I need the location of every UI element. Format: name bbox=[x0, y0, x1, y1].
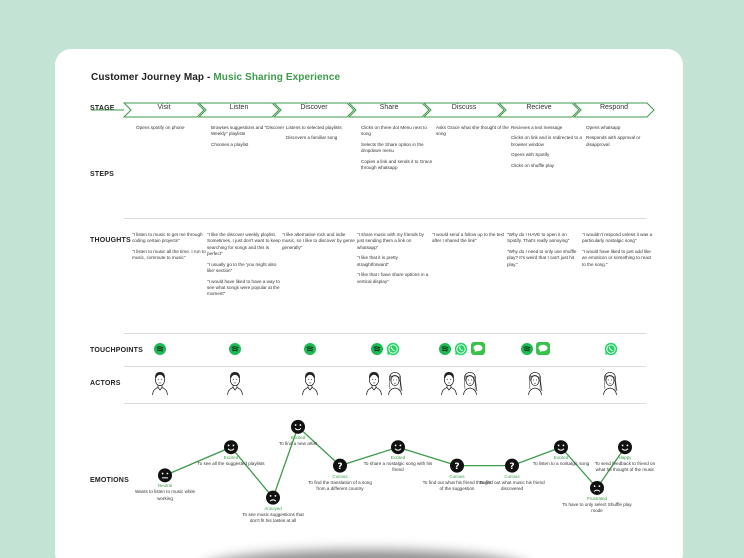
emotion-label: Excited bbox=[553, 455, 569, 461]
emotion-label: Excited bbox=[223, 455, 239, 461]
emotion-label: Excited bbox=[290, 434, 306, 440]
emotion-label: Neutral bbox=[157, 483, 173, 489]
row-label-stage: STAGE bbox=[90, 105, 115, 112]
svg-text:?: ? bbox=[337, 461, 343, 472]
thought-text: "I like that it is pretty straightforward" bbox=[357, 255, 398, 267]
emotion-description: To find a new artist bbox=[278, 440, 318, 446]
confused-face-icon bbox=[333, 459, 347, 473]
confused-face-icon bbox=[505, 459, 519, 473]
step-text: Clicks on shuffle play bbox=[511, 162, 555, 168]
emotion-description: To find out what music his friend discovered bbox=[479, 479, 545, 491]
thought-text: "I would have liked to have a way to see what songs were popular at the moment" bbox=[207, 278, 280, 297]
thought-text: "I listen to music to get me through coding certain projects" bbox=[132, 232, 203, 244]
step-text: Responds with approval or disapproval bbox=[586, 135, 641, 147]
thought-text: "I listen to music all the time. I run to music, commute to music" bbox=[132, 248, 206, 261]
emotion-description: To share a nostalgic song with his friend bbox=[363, 461, 433, 473]
sad-face-icon bbox=[590, 481, 604, 495]
emotion-label: Curious bbox=[504, 473, 520, 479]
step-text: Selects the Share option in the dropdown menu bbox=[361, 141, 424, 154]
emotion-description: Wants to listen to music while working bbox=[134, 489, 196, 501]
stage-label-discover: Discover bbox=[300, 104, 328, 111]
row-label-steps: STEPS bbox=[90, 171, 114, 178]
emotion-description: To see music suggestions that don't fit his tastes at all bbox=[242, 511, 304, 523]
step-text: Chooses a playlist bbox=[211, 141, 249, 147]
step-text: Asks Grace what she thought of the song bbox=[436, 125, 509, 137]
stage-label-respond: Respond bbox=[599, 104, 629, 111]
step-text: Browses suggestions and "Discover Weekly" playlists bbox=[211, 125, 285, 137]
stage-label-listen: Listen bbox=[229, 104, 249, 111]
neutral-face-icon bbox=[158, 468, 172, 482]
thought-text: "Why do I HAVE to open it on Spotify. That's really annoying" bbox=[507, 232, 570, 244]
step-text: Clicks on three dot Menu next to song bbox=[361, 125, 427, 137]
stage-label-share: Share bbox=[379, 104, 399, 111]
emotion-description: To listen to a nostalgic song bbox=[532, 461, 590, 467]
emotion-label: Happy bbox=[618, 455, 632, 461]
svg-text:?: ? bbox=[454, 461, 460, 472]
emotion-description: To see all the suggested playlists bbox=[197, 461, 265, 467]
emotion-description: To find the translation of a song from a different country bbox=[308, 479, 372, 491]
stage-label-recieve: Recieve bbox=[526, 104, 552, 111]
stage-label-discuss: Discuss bbox=[451, 104, 477, 111]
row-label-emotions: EMOTIONS bbox=[90, 477, 129, 484]
emotion-label: Curious bbox=[449, 473, 465, 479]
thought-text: "I would have liked to just add like an emoticon or something to react to the song." bbox=[582, 248, 652, 267]
step-text: Recieves a text message bbox=[511, 125, 563, 130]
step-text: Opens whatsapp bbox=[586, 125, 621, 130]
row-label-actors: ACTORS bbox=[90, 380, 121, 387]
step-text: Opens with Spotify bbox=[511, 152, 550, 158]
svg-text:?: ? bbox=[509, 461, 515, 472]
step-text: Discovers a familiar song bbox=[286, 135, 338, 141]
happy-face-icon bbox=[618, 440, 632, 454]
thought-text: "I share music with my friends by just sending them a link on whatsapp" bbox=[357, 232, 424, 250]
thought-text: "I like the discover weekly playlist. Sometimes, I just don't want to keep searching for songs and this is perfect" bbox=[207, 232, 281, 257]
thought-text: "I like that I have share options in a vertical display" bbox=[357, 272, 429, 284]
emotion-description: To send feedback to friend on what he thought of the music bbox=[594, 461, 656, 473]
happy-face-icon bbox=[224, 440, 238, 454]
stage-label-visit: Visit bbox=[157, 104, 171, 111]
happy-face-icon bbox=[291, 420, 305, 434]
emotion-label: Excited bbox=[390, 455, 406, 461]
emotion-label: Curious bbox=[332, 473, 348, 479]
step-text: Copies a link and sends it to Grace through whatsapp bbox=[361, 158, 433, 171]
emotion-label: Frustrated bbox=[586, 495, 607, 501]
step-text: Clicks on link and is redirected to a browser window bbox=[511, 135, 582, 147]
journey-map-card bbox=[55, 49, 683, 558]
confused-face-icon bbox=[450, 459, 464, 473]
step-text: Opens spotify on phone bbox=[136, 125, 185, 130]
happy-face-icon bbox=[391, 440, 405, 454]
thought-text: "Why do I need to only use shuffle play? It's weird that I can't just hit play." bbox=[507, 248, 577, 267]
emotion-label: Annoyed bbox=[264, 505, 282, 511]
thought-text: "I wouldn't respond unless it was a particularly nostalgic song" bbox=[582, 232, 653, 244]
sad-face-icon bbox=[266, 491, 280, 505]
step-text: Listens to selected playlists bbox=[286, 125, 342, 130]
happy-face-icon bbox=[554, 440, 568, 454]
title-accent: Music Sharing Experience bbox=[213, 72, 341, 83]
thought-text: "I usually go to the 'you might also like' section" bbox=[207, 261, 277, 274]
row-label-thoughts: THOUGHTS bbox=[90, 237, 131, 244]
emotion-description: To have to only select Shuffle play mode bbox=[562, 501, 632, 514]
title-main: Customer Journey Map - bbox=[91, 72, 214, 83]
thought-text: "I would send a follow up to the text after I shared the link" bbox=[432, 232, 505, 244]
row-label-touchpoints: TOUCHPOINTS bbox=[90, 347, 144, 354]
emotion-description: To find out what his friend thought of the suggestion bbox=[422, 479, 492, 491]
thought-text: "I like alternative rock and indie music, so I like to discover by genre generally" bbox=[282, 232, 355, 250]
